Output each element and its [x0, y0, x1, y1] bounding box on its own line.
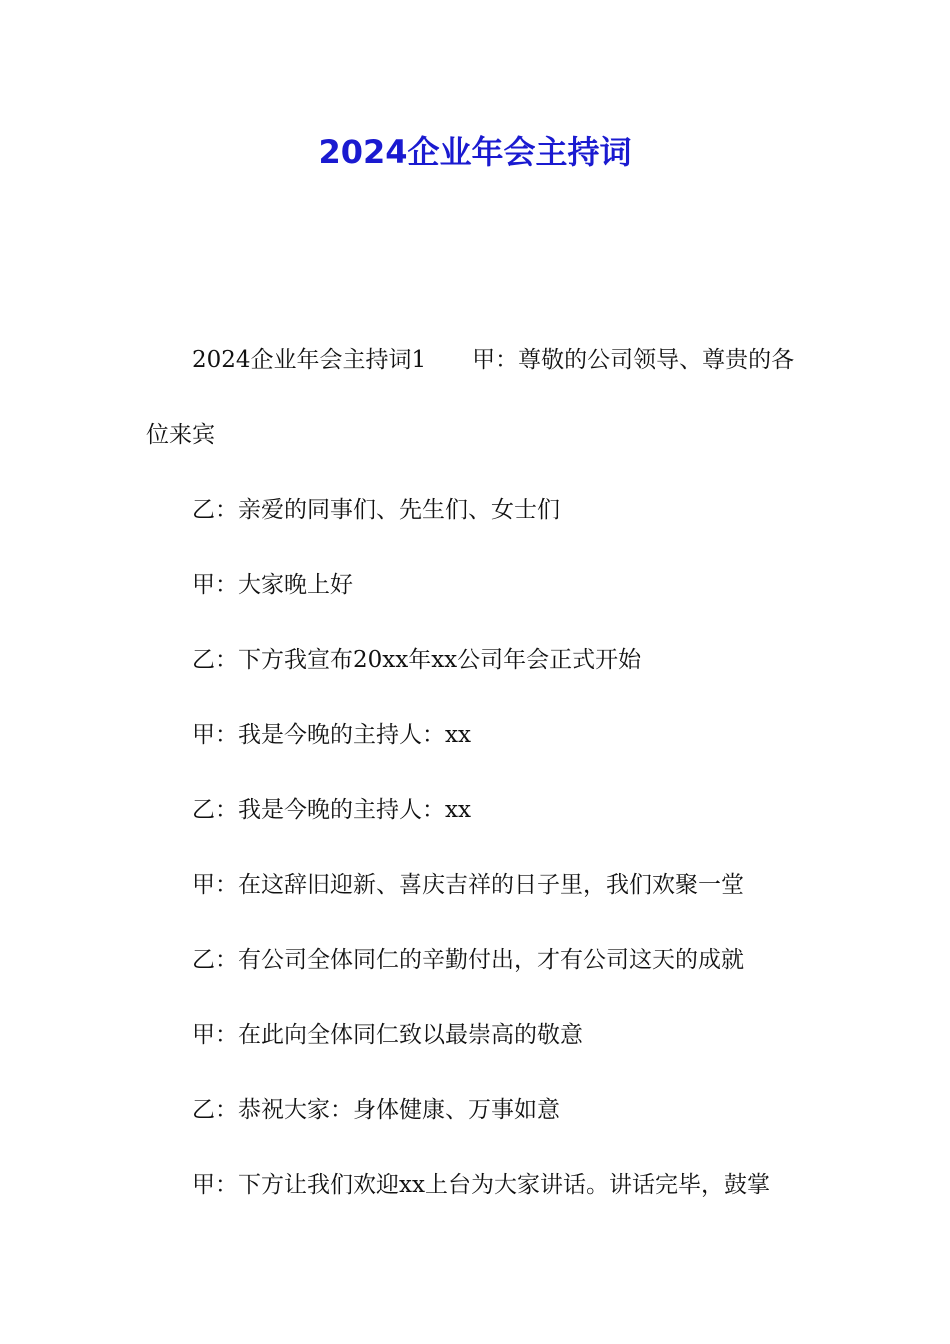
- paragraph-1: [146, 323, 811, 473]
- dialogue-line: 乙：下方我宣布20xx年xx公司年会正式开始: [192, 647, 642, 673]
- dialogue-line: 甲：我是今晚的主持人：xx: [192, 722, 471, 748]
- dialogue-line: 甲：大家晚上好: [192, 572, 353, 598]
- dialogue-line: 乙：我是今晚的主持人：xx: [192, 797, 471, 823]
- dialogue-line: 甲：在这辞旧迎新、喜庆吉祥的日子里，我们欢聚一堂: [192, 872, 744, 898]
- document-title: 2024企业年会主持词: [318, 133, 632, 171]
- dialogue-line: 乙：恭祝大家：身体健康、万事如意: [192, 1097, 560, 1123]
- dialogue-line: 乙：亲爱的同事们、先生们、女士们: [192, 497, 560, 523]
- document-body: [146, 323, 811, 1223]
- dialogue-line: 甲：在此向全体同仁致以最崇高的敬意: [192, 1022, 583, 1048]
- paragraph-text: 甲：尊敬的公司领导、尊贵的各位来宾: [146, 347, 795, 448]
- paragraph-heading: 2024企业年会主持词1: [192, 347, 427, 373]
- dialogue-line: 乙：有公司全体同仁的辛勤付出，才有公司这天的成就: [192, 947, 744, 973]
- dialogue-line: 甲：下方让我们欢迎xx上台为大家讲话。讲话完毕，鼓掌: [192, 1172, 770, 1198]
